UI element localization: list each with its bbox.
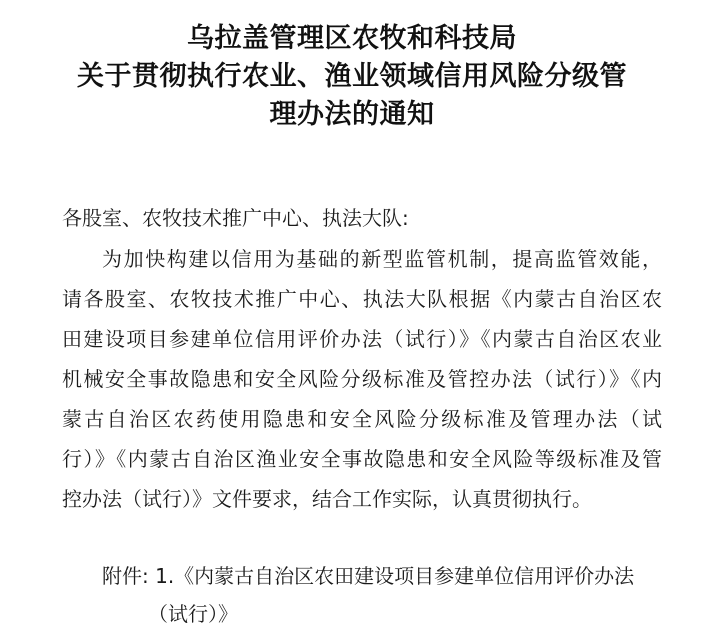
attachment-item-1-continued: （试行）》: [148, 602, 238, 626]
paragraph-line: 控办法（试行）》文件要求，结合工作实际，认真贯彻执行。: [62, 487, 592, 511]
attachment-list: [102, 557, 682, 633]
salutation: 各股室、农牧技术推广中心、执法大队:: [62, 206, 409, 230]
body-paragraph: [62, 239, 662, 519]
title-line-2: 关于贯彻执行农业、渔业领域信用风险分级管: [77, 61, 627, 92]
attachment-item-1: 附件: 1.《内蒙古自治区农田建设项目参建单位信用评价办法: [102, 564, 635, 588]
document-title: [0, 20, 704, 134]
paragraph-line: 机械安全事故隐患和安全风险分级标准及管控办法（试行）》《内: [62, 367, 662, 391]
paragraph-line: 蒙古自治区农药使用隐患和安全风险分级标准及管理办法（试: [62, 407, 662, 431]
paragraph-line: 行）》《内蒙古自治区渔业安全事故隐患和安全风险等级标准及管: [62, 447, 662, 471]
paragraph-line: 请各股室、农牧技术推广中心、执法大队根据《内蒙古自治区农: [62, 287, 662, 311]
paragraph-line: 为加快构建以信用为基础的新型监管机制，提高监管效能，: [102, 247, 662, 271]
title-line-3: 理办法的通知: [269, 99, 435, 130]
title-line-1: 乌拉盖管理区农牧和科技局: [187, 23, 517, 54]
paragraph-line: 田建设项目参建单位信用评价办法（试行）》《内蒙古自治区农业: [62, 327, 662, 351]
